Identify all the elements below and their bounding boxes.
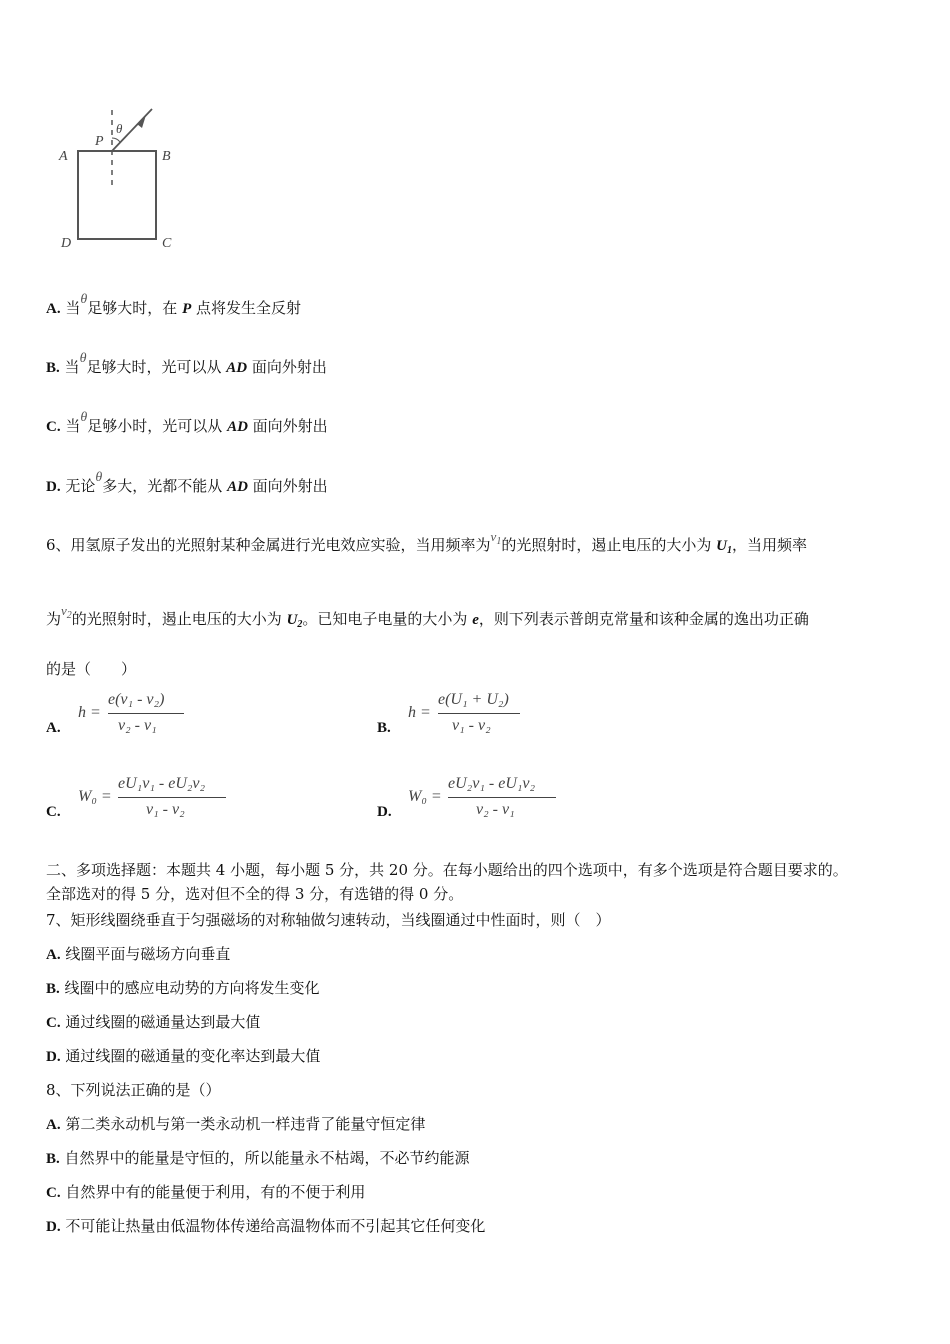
face-ad: AD xyxy=(227,479,248,495)
formula-numerator: e(ν₁ - ν₂) xyxy=(108,691,165,708)
q6-option-a-label: A. xyxy=(46,720,61,736)
theta-symbol: θ xyxy=(95,470,103,485)
fraction-bar xyxy=(448,797,556,798)
option-pre: 当 xyxy=(65,417,81,435)
label-b: B xyxy=(162,149,171,164)
point-p: P xyxy=(182,301,192,317)
formula-denominator: ν₁ - ν₂ xyxy=(452,717,491,734)
option-label: A. xyxy=(46,1117,61,1133)
q6-option-b-formula xyxy=(408,690,548,740)
q5-option-d xyxy=(46,470,328,498)
option-text: 第二类永动机与第一类永动机一样违背了能量守恒定律 xyxy=(65,1115,426,1133)
option-text-tail: 面向外射出 xyxy=(247,358,327,376)
option-label: A. xyxy=(46,301,61,317)
formula-denominator: ν₂ - ν₁ xyxy=(118,717,157,734)
option-text: 通过线圈的磁通量达到最大值 xyxy=(65,1013,261,1031)
label-theta: θ xyxy=(116,121,123,136)
q8-option-b xyxy=(46,1148,470,1169)
label-a: A xyxy=(59,149,68,164)
option-label: B. xyxy=(46,1151,60,1167)
q6-stem-line1 xyxy=(46,529,807,561)
section2-line1: 二、多项选择题：本题共 4 小题，每小题 5 分，共 20 分。在每小题给出的四个选项中，有多个选项是符合题目要求的。 xyxy=(46,861,848,879)
label-p: P xyxy=(95,134,104,149)
q6-option-c-formula xyxy=(78,774,258,824)
q6-text: 为 xyxy=(46,610,62,628)
formula-denominator: ν₂ - ν₁ xyxy=(476,801,515,818)
q6-stem-line3: 的是（ ） xyxy=(46,660,137,678)
formula-denominator: ν₁ - ν₂ xyxy=(146,801,185,818)
q8-option-d xyxy=(46,1216,485,1237)
q6-text: 。已知电子电量的大小为 xyxy=(302,610,473,628)
option-label: C. xyxy=(46,1185,61,1201)
theta-symbol: θ xyxy=(79,351,87,366)
label-c: C xyxy=(162,236,172,251)
face-ad: AD xyxy=(227,419,248,435)
option-pre: 无论 xyxy=(65,477,96,495)
q5-option-b xyxy=(46,351,327,379)
q6-text: 的光照射时，遏止电压的大小为 xyxy=(71,610,287,628)
option-label: B. xyxy=(46,360,60,376)
nu1-symbol xyxy=(490,529,502,547)
face-ad: AD xyxy=(226,360,248,376)
formula-lhs: W₀ = xyxy=(78,788,112,805)
option-label: B. xyxy=(46,981,60,997)
u-char: U xyxy=(716,538,727,554)
fraction-bar xyxy=(108,713,184,714)
option-text-tail: 面向外射出 xyxy=(247,477,328,495)
q8-option-a xyxy=(46,1114,425,1135)
u-sub: 2 xyxy=(297,619,303,630)
option-label: D. xyxy=(46,1219,61,1235)
option-text: 足够大时，光可以从 xyxy=(86,358,227,376)
q6-option-a-formula xyxy=(78,690,208,740)
q6-stem-line2 xyxy=(46,603,809,635)
u2-symbol xyxy=(287,612,303,628)
q6-text: 6、用氢原子发出的光照射某种金属进行光电效应实验，当用频率为 xyxy=(46,536,491,554)
formula-lhs: h = xyxy=(408,704,431,721)
q5-option-c xyxy=(46,410,328,438)
u-char: U xyxy=(286,612,298,628)
option-text: 足够大时，在 xyxy=(87,299,183,317)
q6-option-d-formula xyxy=(408,774,588,824)
option-label: C. xyxy=(46,1015,61,1031)
nu-sub: 1 xyxy=(496,536,502,547)
u1-symbol xyxy=(716,538,732,554)
option-label: D. xyxy=(46,1049,61,1065)
nu-sub: 2 xyxy=(66,610,72,621)
theta-symbol: θ xyxy=(80,292,88,307)
option-text-tail: 面向外射出 xyxy=(247,417,328,435)
label-d: D xyxy=(61,236,72,251)
q7-option-a xyxy=(46,944,230,965)
formula-lhs: h = xyxy=(78,704,101,721)
formula-numerator: eU₁ν₁ - eU₂ν₂ xyxy=(118,775,206,792)
fraction-bar xyxy=(118,797,226,798)
formula-numerator: eU₂ν₁ - eU₁ν₂ xyxy=(448,775,536,792)
q7-option-d xyxy=(46,1046,320,1067)
q6-option-d-label: D. xyxy=(377,804,392,820)
option-text: 自然界中有的能量便于利用，有的不便于利用 xyxy=(65,1183,366,1201)
arrow-head-icon xyxy=(137,115,146,128)
square-abcd xyxy=(78,151,156,239)
q7-option-c xyxy=(46,1012,260,1033)
option-label: A. xyxy=(46,947,61,963)
prism-figure xyxy=(55,100,185,255)
q5-option-a xyxy=(46,292,302,320)
q6-text: 的光照射时，遏止电压的大小为 xyxy=(501,536,717,554)
u-sub: 1 xyxy=(726,545,732,556)
option-text-tail: 点将发生全反射 xyxy=(191,299,302,317)
e-symbol: e xyxy=(472,612,479,628)
q6-text: ，则下列表示普朗克常量和该种金属的逸出功正确 xyxy=(478,610,809,628)
option-label: D. xyxy=(46,479,61,495)
option-pre: 当 xyxy=(65,299,81,317)
option-text: 线圈平面与磁场方向垂直 xyxy=(65,945,231,963)
theta-arc xyxy=(112,138,120,142)
theta-symbol: θ xyxy=(80,410,88,425)
q7-option-b xyxy=(46,978,320,999)
section2-line2: 全部选对的得 5 分，选对但不全的得 3 分，有选错的得 0 分。 xyxy=(46,885,464,903)
q6-option-c-label: C. xyxy=(46,804,61,820)
nu-char: ν xyxy=(61,603,67,618)
option-label: C. xyxy=(46,419,61,435)
option-text: 多大，光都不能从 xyxy=(102,477,228,495)
option-pre: 当 xyxy=(64,358,80,376)
formula-lhs: W₀ = xyxy=(408,788,442,805)
option-text: 足够小时，光可以从 xyxy=(87,417,228,435)
option-text: 自然界中的能量是守恒的，所以能量永不枯竭，不必节约能源 xyxy=(64,1149,470,1167)
nu2-symbol xyxy=(61,603,72,621)
option-text: 通过线圈的磁通量的变化率达到最大值 xyxy=(65,1047,321,1065)
formula-numerator: e(U₁ + U₂) xyxy=(438,691,509,708)
nu-char: ν xyxy=(490,529,497,544)
option-text: 线圈中的感应电动势的方向将发生变化 xyxy=(64,979,320,997)
q7-stem: 7、矩形线圈绕垂直于匀强磁场的对称轴做匀速转动，当线圈通过中性面时，则（ ） xyxy=(46,911,611,929)
q6-text: ，当用频率 xyxy=(731,536,807,554)
q8-option-c xyxy=(46,1182,365,1203)
q8-stem: 8、下列说法正确的是（） xyxy=(46,1081,221,1099)
q6-option-b-label: B. xyxy=(377,720,391,736)
option-text: 不可能让热量由低温物体传递给高温物体而不引起其它任何变化 xyxy=(65,1217,486,1235)
fraction-bar xyxy=(438,713,520,714)
